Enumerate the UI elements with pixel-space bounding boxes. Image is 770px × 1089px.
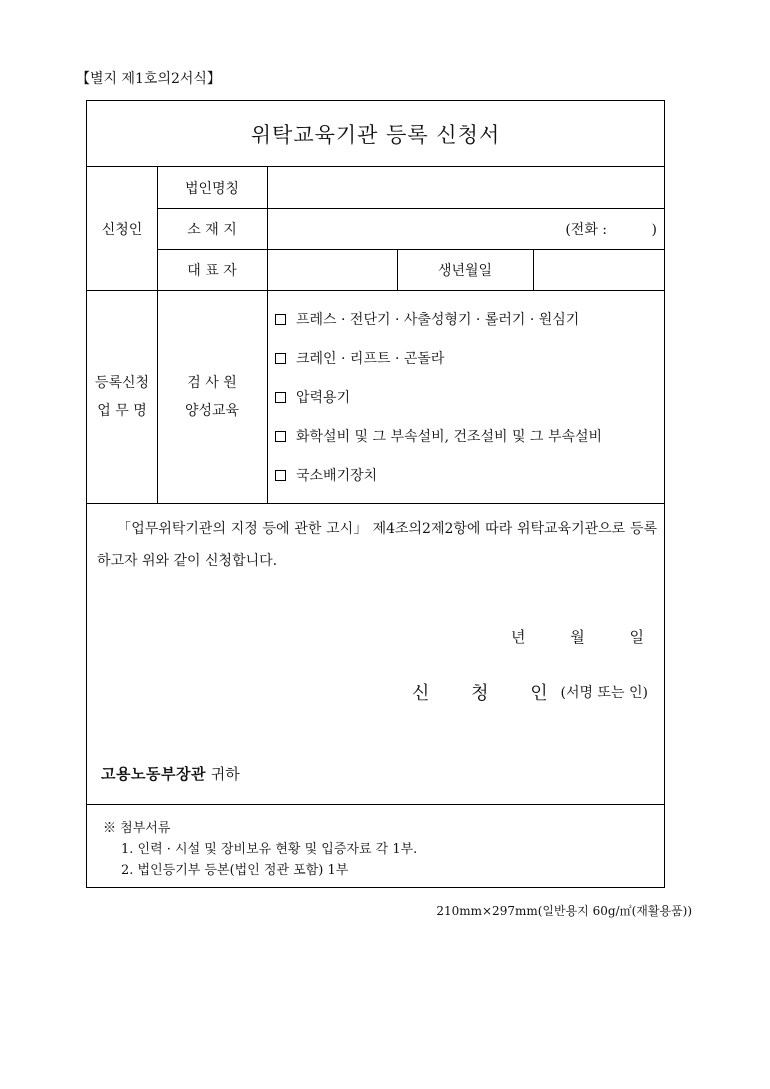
attachments-title: ※ 첨부서류 — [103, 821, 171, 836]
checkbox[interactable] — [275, 470, 286, 481]
month-label: 월 — [570, 628, 585, 646]
paper-size-note: 210mm×297mm(일반용지 60g/㎡(재활용품)) — [436, 904, 692, 918]
option-crane[interactable] — [275, 348, 444, 368]
checkbox[interactable] — [275, 314, 286, 325]
option-label: 프레스 · 전단기 · 사출성형기 · 롤러기 · 원심기 — [296, 312, 580, 328]
option-label: 압력용기 — [296, 390, 351, 406]
attachment-item: 1. 인력 · 시설 및 장비보유 현황 및 입증자료 각 1부. — [121, 842, 418, 857]
training-label-line1: 검 사 원 — [187, 374, 237, 391]
date-line — [471, 626, 644, 647]
birth-date-field[interactable] — [533, 249, 665, 290]
attachment-item: 2. 법인등기부 등본(법인 정관 포함) 1부 — [121, 863, 349, 878]
business-group-label — [87, 290, 157, 503]
application-statement: 「업무위탁기관의 지정 등에 관한 고시」 제4조의2제2항에 따라 위탁교육기관으로 등록하고자 위와 같이 신청합니다. — [97, 521, 657, 569]
sign-note: (서명 또는 인) — [560, 685, 648, 701]
form-title: 위탁교육기관 등록 신청서 — [87, 101, 664, 167]
checkbox[interactable] — [275, 392, 286, 403]
applicant-sign-label: 신 청 인 — [412, 683, 566, 704]
recipient-name: 고용노동부장관 — [101, 765, 206, 783]
phone-label: (전화 : ) — [565, 221, 657, 238]
training-label — [157, 290, 267, 503]
corp-name-field[interactable] — [267, 167, 665, 208]
divider — [87, 503, 665, 504]
birth-date-label: 생년월일 — [437, 262, 493, 279]
option-local-exhaust[interactable] — [275, 465, 377, 485]
option-chemical-equipment[interactable] — [275, 426, 602, 446]
year-label: 년 — [510, 628, 526, 646]
recipient — [101, 763, 240, 784]
option-label: 국소배기장치 — [296, 468, 378, 484]
recipient-suffix: 귀하 — [210, 765, 240, 783]
option-pressure-vessel[interactable] — [275, 387, 350, 407]
day-label: 일 — [629, 628, 644, 646]
form-number-label: 【별지 제1호의2서식】 — [76, 71, 221, 87]
checkbox[interactable] — [275, 353, 286, 364]
representative-field[interactable] — [267, 249, 397, 290]
business-label-line1: 등록신청 — [94, 374, 150, 391]
option-label: 화학설비 및 그 부속설비, 건조설비 및 그 부속설비 — [296, 429, 603, 445]
attachments — [103, 818, 417, 881]
address-field[interactable] — [267, 208, 665, 249]
applicant-group-label: 신청인 — [101, 221, 143, 238]
corp-name-label: 법인명칭 — [184, 180, 240, 197]
training-label-line2: 양성교육 — [184, 402, 240, 419]
business-label-line2: 업 무 명 — [97, 402, 147, 419]
application-form — [86, 100, 665, 888]
option-press[interactable] — [275, 309, 579, 329]
checkbox[interactable] — [275, 431, 286, 442]
divider — [87, 804, 665, 805]
option-label: 크레인 · 리프트 · 곤돌라 — [296, 351, 445, 367]
address-label: 소 재 지 — [187, 221, 237, 238]
representative-label: 대 표 자 — [187, 262, 237, 279]
